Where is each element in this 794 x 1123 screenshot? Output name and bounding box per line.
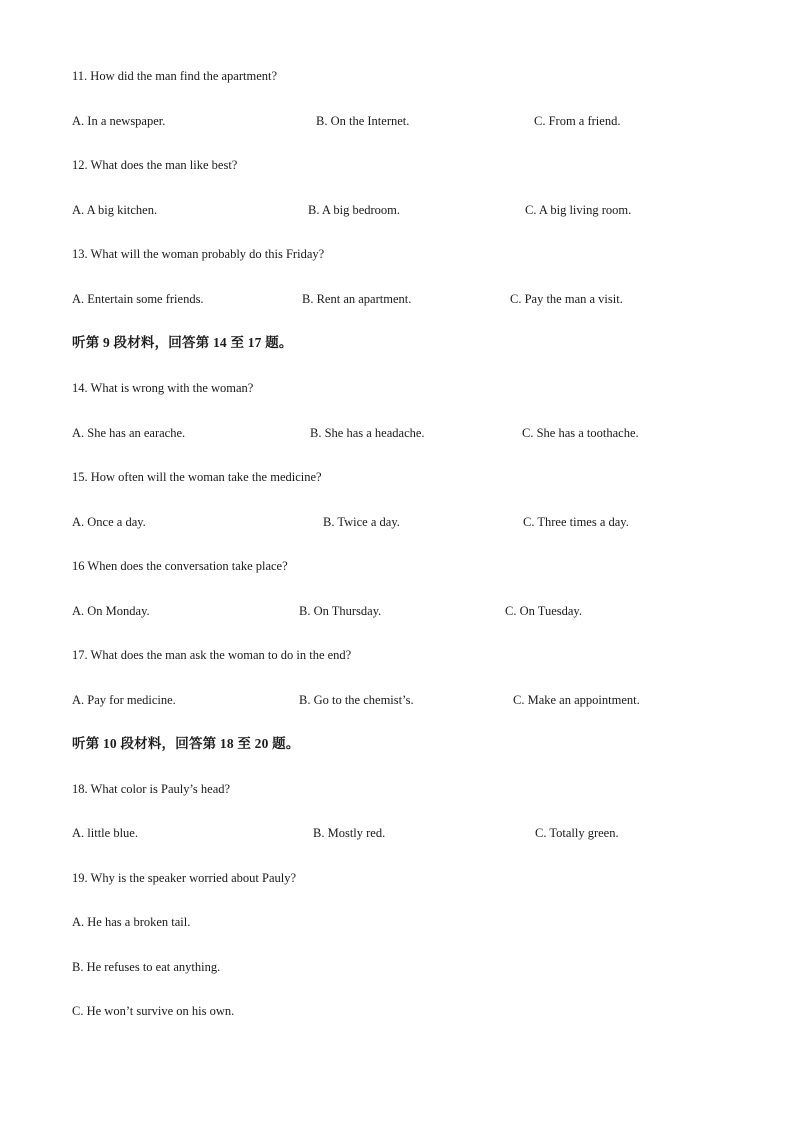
- question-15: 15. How often will the woman take the medicine?: [72, 470, 322, 484]
- question-12: 12. What does the man like best?: [72, 158, 238, 172]
- question-14-option-c: C. She has a toothache.: [522, 426, 639, 440]
- section-heading-9: 听第 9 段材料，回答第 14 至 17 题。: [72, 335, 293, 350]
- question-14-option-a: A. She has an earache.: [72, 426, 186, 440]
- question-19-option-a: A. He has a broken tail.: [72, 915, 191, 929]
- question-18-option-a: A. little blue.: [72, 826, 138, 840]
- question-12-option-c: C. A big living room.: [525, 203, 632, 217]
- question-11: 11. How did the man find the apartment?: [72, 69, 278, 83]
- question-18-option-c: C. Totally green.: [535, 826, 619, 840]
- question-13-option-c: C. Pay the man a visit.: [510, 292, 623, 306]
- question-15-option-b: B. Twice a day.: [323, 515, 400, 529]
- question-15-option-a: A. Once a day.: [72, 515, 146, 529]
- question-12-option-b: B. A big bedroom.: [308, 203, 401, 217]
- question-11-option-a: A. In a newspaper.: [72, 114, 166, 128]
- question-13: 13. What will the woman probably do this Friday?: [72, 247, 325, 261]
- question-11-option-b: B. On the Internet.: [316, 114, 410, 128]
- question-13-option-a: A. Entertain some friends.: [72, 292, 204, 306]
- question-11-option-c: C. From a friend.: [534, 114, 621, 128]
- question-17-option-c: C. Make an appointment.: [513, 693, 640, 707]
- question-14-option-b: B. She has a headache.: [310, 426, 425, 440]
- question-17: 17. What does the man ask the woman to do in the end?: [72, 648, 352, 662]
- question-13-option-b: B. Rent an apartment.: [302, 292, 412, 306]
- section-heading-10: 听第 10 段材料，回答第 18 至 20 题。: [72, 736, 300, 751]
- question-17-option-a: A. Pay for medicine.: [72, 693, 176, 707]
- question-12-option-a: A. A big kitchen.: [72, 203, 158, 217]
- question-16: 16 When does the conversation take place?: [72, 559, 288, 573]
- question-18: 18. What color is Pauly’s head?: [72, 782, 231, 796]
- question-15-option-c: C. Three times a day.: [523, 515, 629, 529]
- question-14: 14. What is wrong with the woman?: [72, 381, 254, 395]
- question-17-option-b: B. Go to the chemist’s.: [299, 693, 414, 707]
- question-16-option-b: B. On Thursday.: [299, 604, 382, 618]
- question-19-option-c: C. He won’t survive on his own.: [72, 1004, 235, 1018]
- question-18-option-b: B. Mostly red.: [313, 826, 386, 840]
- question-19-option-b: B. He refuses to eat anything.: [72, 960, 221, 974]
- question-19: 19. Why is the speaker worried about Pauly?: [72, 871, 297, 885]
- question-16-option-a: A. On Monday.: [72, 604, 150, 618]
- question-16-option-c: C. On Tuesday.: [505, 604, 582, 618]
